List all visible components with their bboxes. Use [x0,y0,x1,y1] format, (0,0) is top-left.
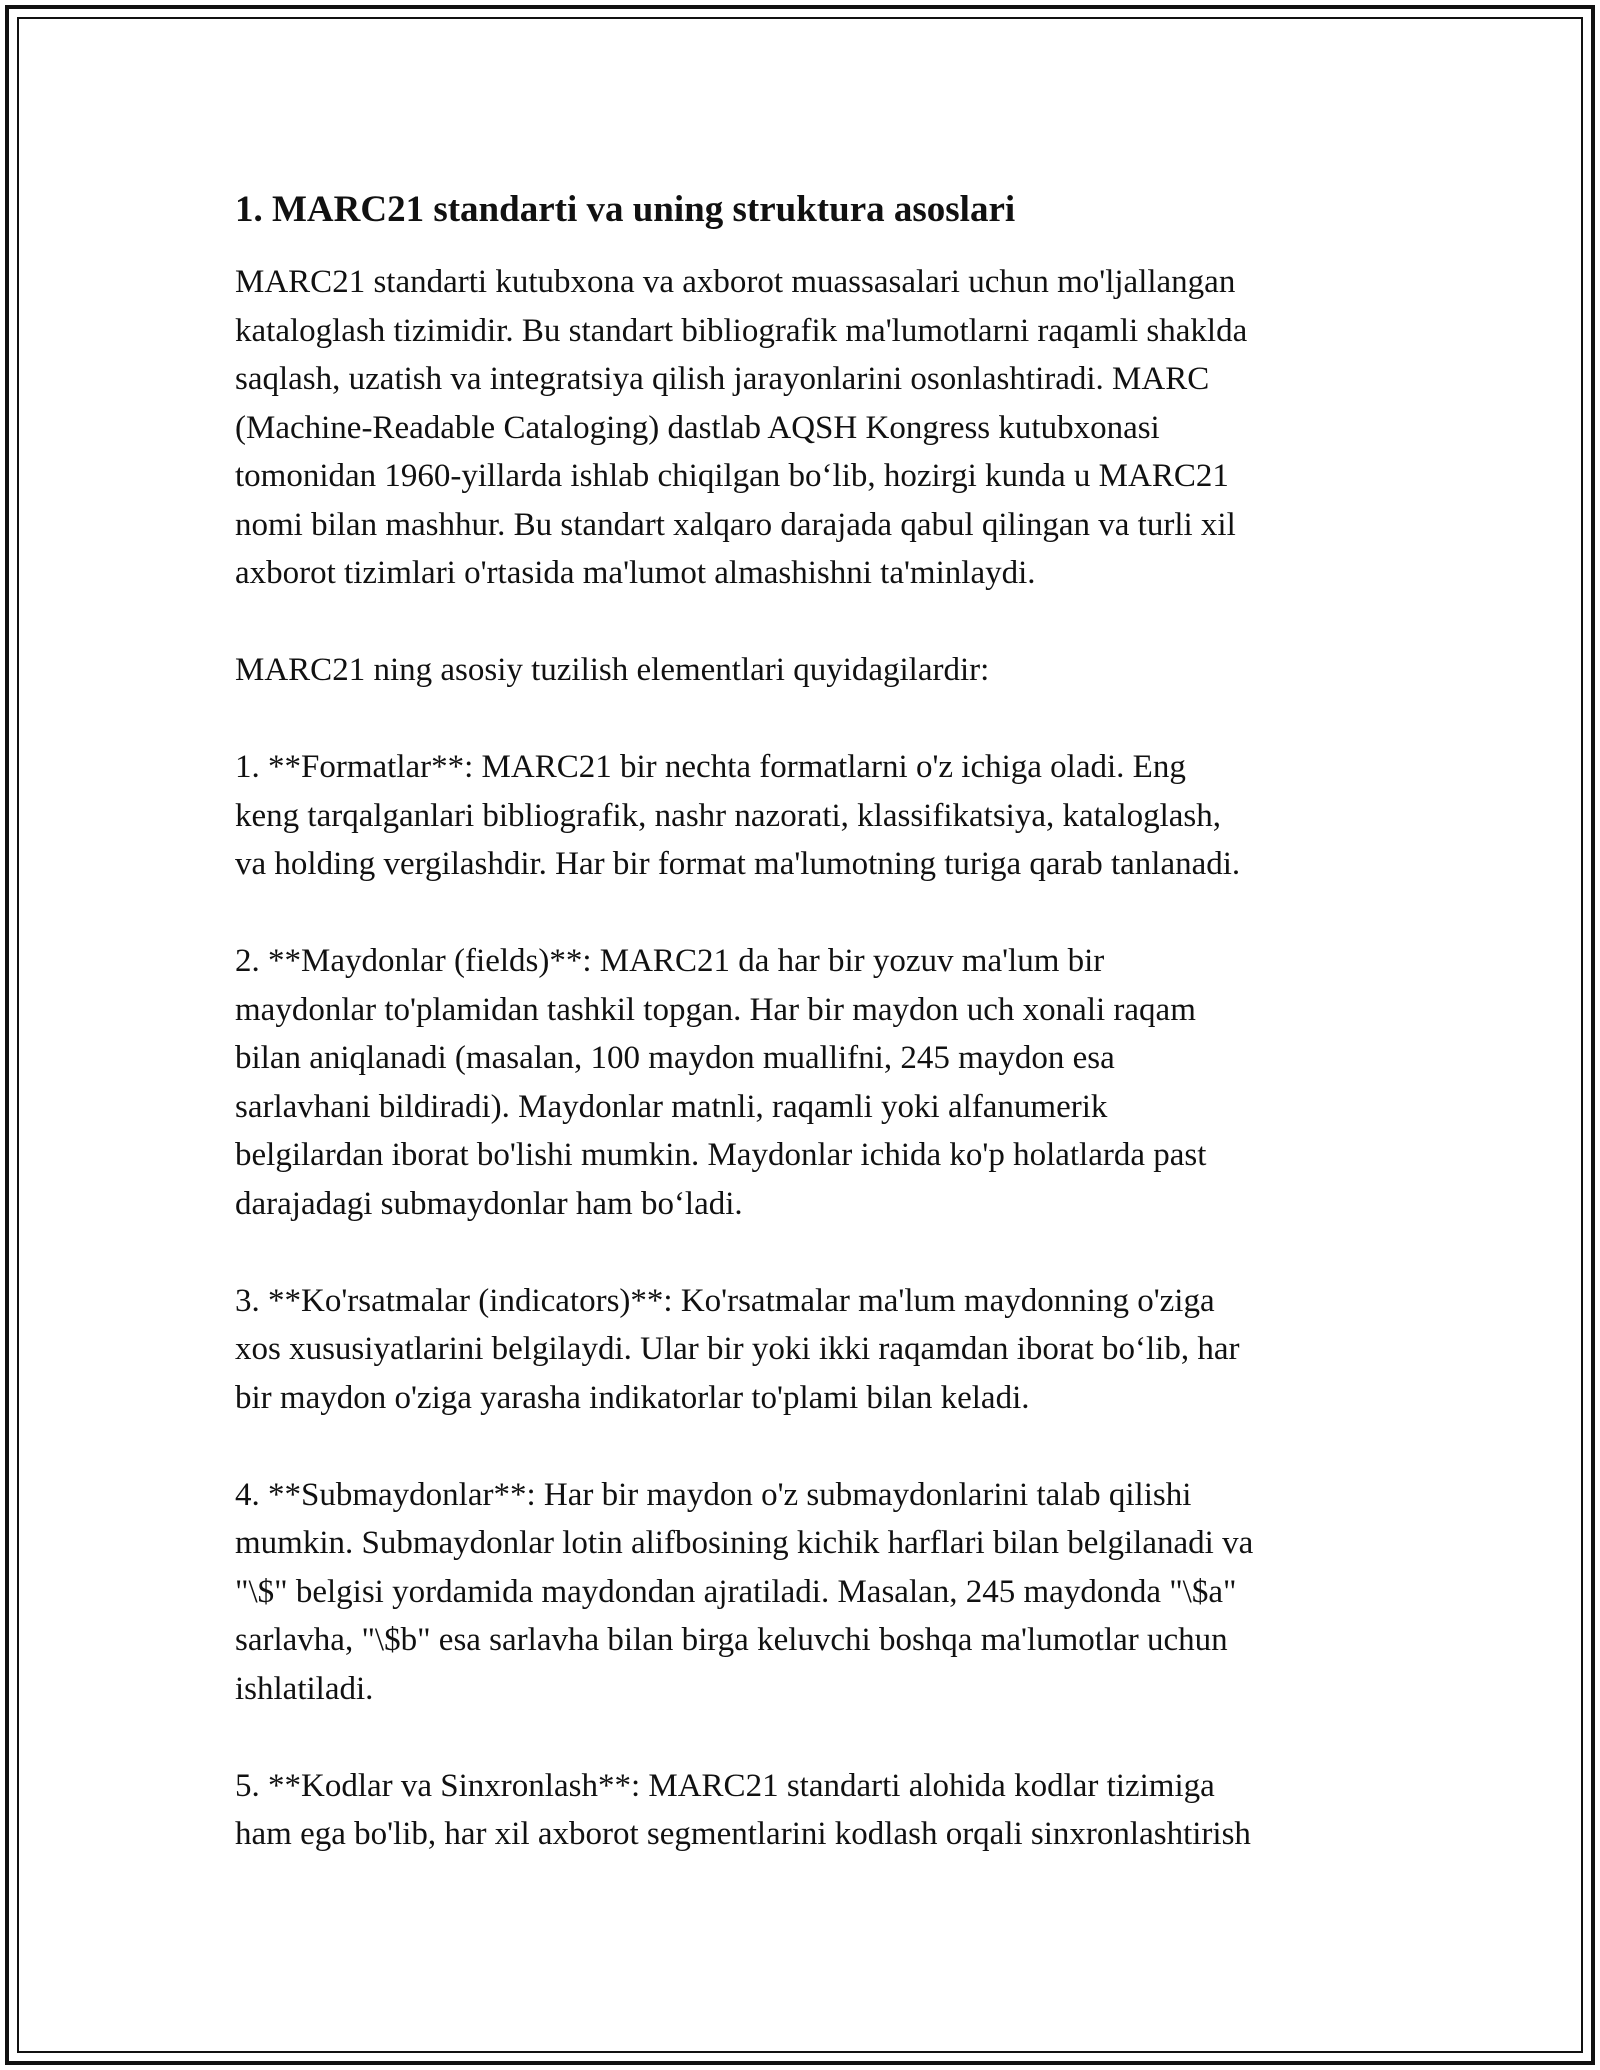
section-title: 1. MARC21 standarti va uning struktura asoslari [235,189,1016,230]
paragraph-fields: 2. **Maydonlar (fields)**: MARC21 da har bir yozuv ma'lum bir maydonlar to'plamidan tashkil topgan. Har bir maydon uch xonali raqam bilan aniqlanadi (masalan, 100 maydon muallifni, 245 maydon esa sarlavhani bildiradi). Maydonlar matnli, raqamli yoki alfanumerik belgilardan iborat bo'lishi mumkin. Maydonlar ichida ko'p holatlarda past darajadagi submaydonlar ham bo‘ladi. [235,943,1207,1222]
paragraph-indicators: 3. **Ko'rsatmalar (indicators)**: Ko'rsatmalar ma'lum maydonning o'ziga xos xususiyatlarini belgilaydi. Ular bir yoki ikki raqamdan iborat bo‘lib, har bir maydon o'ziga yarasha indikatorlar to'plami bilan keladi. [235,1282,1240,1416]
paragraph-formats: 1. **Formatlar**: MARC21 bir nechta formatlarni o'z ichiga oladi. Eng keng tarqalganlari bibliografik, nashr nazorati, klassifikatsiya, kataloglash, va holding vergilashdir. Har bir format ma'lumotning turiga qarab tanlanadi. [235,749,1241,882]
paragraph-codes: 5. **Kodlar va Sinxronlash**: MARC21 standarti alohida kodlar tizimiga ham ega bo'lib, har xil axborot segmentlarini kodlash orqali sinxronlashtirish [235,1767,1251,1852]
document-body [235,186,1385,1907]
paragraph-subfields: 4. **Submaydonlar**: Har bir maydon o'z submaydonlarini talab qilishi mumkin. Submaydonlar lotin alifbosining kichik harflari bilan belgilanadi va "\$" belgisi yordamida maydondan ajratiladi. Masalan, 245 maydonda "\$a" sarlavha, "\$b" esa sarlavha bilan birga keluvchi boshqa ma'lumotlar uchun ishlatiladi. [235,1476,1254,1707]
paragraph-elements-lead: MARC21 ning asosiy tuzilish elementlari quyidagilardir: [235,652,990,688]
paragraph-intro: MARC21 standarti kutubxona va axborot muassasalari uchun mo'ljallangan kataloglash tizimidir. Bu standart bibliografik ma'lumotlarni raqamli shaklda saqlash, uzatish va integratsiya qilish jarayonlarini osonlashtiradi. MARC (Machine-Readable Cataloging) dastlab AQSH Kongress kutubxonasi tomonidan 1960-yillarda ishlab chiqilgan bo‘lib, hozirgi kunda u MARC21 nomi bilan mashhur. Bu standart xalqaro darajada qabul qilingan va turli xil axborot tizimlari o'rtasida ma'lumot almashishni ta'minlaydi. [235,264,1248,591]
